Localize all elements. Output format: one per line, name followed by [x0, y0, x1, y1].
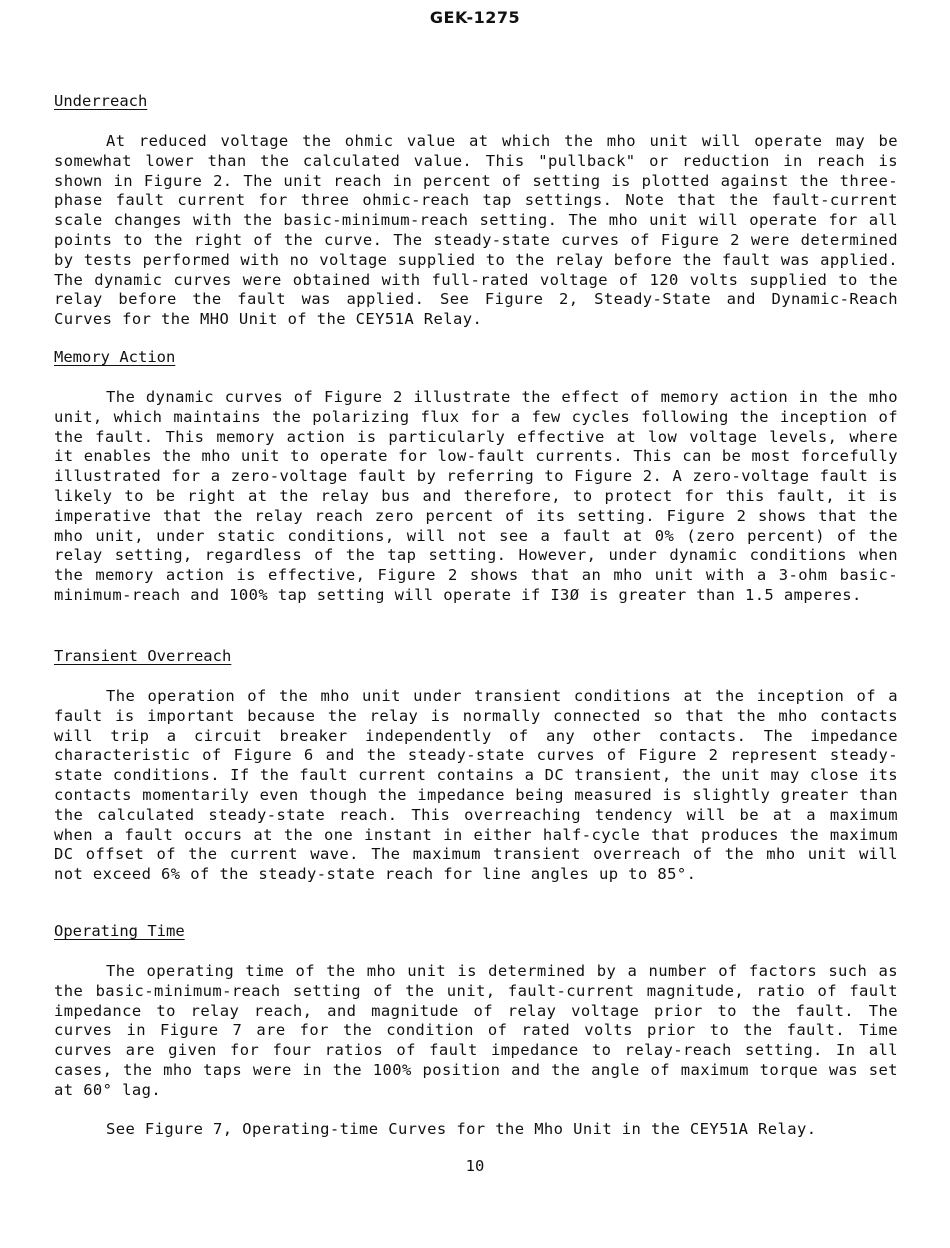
- paragraph-memory-action: The dynamic curves of Figure 2 illustrate the effect of memory action in the mho unit, which maintains the polarizing flux for a few cycles following the inception of the fault. This memory action is particularly effective at low voltage levels, where it enables the mho unit to operate for low-fault currents. This can be most forcefully illustrated for a zero-voltage fault by referring to Figure 2. A zero-voltage fault is likely to be right at the relay bus and therefore, to protect for this fault, it is imperative that the relay reach zero percent of its setting. Figure 2 shows that the mho unit, under static conditions, will not see a fault at 0% (zero percent) of the relay setting, regardless of the tap setting. However, under dynamic conditions when the memory action is effective, Figure 2 shows that an mho unit with a 3-ohm basic-minimum-reach and 100% tap setting will operate if I3Ø is greater than 1.5 amperes.: [54, 388, 898, 604]
- paragraph-underreach: At reduced voltage the ohmic value at which the mho unit will operate may be somewhat lower than the calculated value. This "pullback" or reduction in reach is shown in Figure 2. The unit reach in percent of setting is plotted against the three-phase fault current for three ohmic-reach tap settings. Note that the fault-current scale changes with the basic-minimum-reach setting. The mho unit will operate for all points to the right of the curve. The steady-state curves of Figure 2 were determined by tests performed with no voltage supplied to the relay before the fault was applied. The dynamic curves were obtained with full-rated voltage of 120 volts supplied to the relay before the fault was applied. See Figure 2, Steady-State and Dynamic-Reach Curves for the MHO Unit of the CEY51A Relay.: [54, 132, 898, 329]
- section-heading-transient-overreach: Transient Overreach: [54, 647, 232, 665]
- paragraph-operating-time: The operating time of the mho unit is determined by a number of factors such as the basic-minimum-reach setting of the unit, fault-current magnitude, ratio of fault impedance to relay reach, and magnitude of relay voltage prior to the fault. The curves in Figure 7 are for the condition of rated volts prior to the fault. Time curves are given for four ratios of fault impedance to relay-reach setting. In all cases, the mho taps were in the 100% position and the angle of maximum torque was set at 60° lag.: [54, 962, 898, 1099]
- section-heading-memory-action: Memory Action: [54, 348, 176, 366]
- section-heading-underreach: Underreach: [54, 92, 148, 110]
- paragraph-see-figure-7: See Figure 7, Operating-time Curves for the Mho Unit in the CEY51A Relay.: [106, 1120, 817, 1138]
- page-number: 10: [465, 1157, 485, 1175]
- document-header: GEK-1275: [429, 8, 521, 27]
- paragraph-transient-overreach: The operation of the mho unit under transient conditions at the inception of a fault is important because the relay is normally connected so that the mho contacts will trip a circuit breaker independently of any other contacts. The impedance characteristic of Figure 6 and the steady-state curves of Figure 2 represent steady-state conditions. If the fault current contains a DC transient, the unit may close its contacts momentarily even though the impedance being measured is slightly greater than the calculated steady-state reach. This overreaching tendency will be at a maximum when a fault occurs at the one instant in either half-cycle that produces the maximum DC offset of the current wave. The maximum transient overreach of the mho unit will not exceed 6% of the steady-state reach for line angles up to 85°.: [54, 687, 898, 884]
- section-heading-operating-time: Operating Time: [54, 922, 185, 940]
